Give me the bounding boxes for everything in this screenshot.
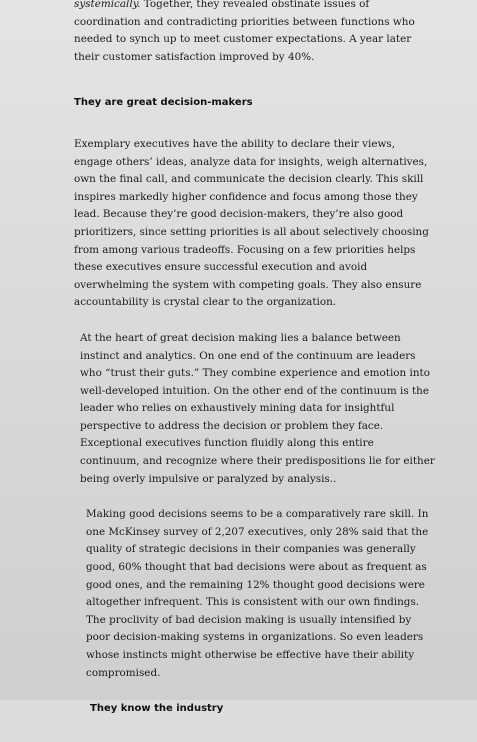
article-body: [74, 0, 436, 742]
intro-text: Together, they revealed obstinate issues of coordination and contradicting priorities between functions who needed to synch up to meet customer expectations. A year later their customer satisfaction improved by 40%.: [74, 0, 415, 63]
intro-italic-text: systemically.: [74, 0, 141, 10]
paragraph-mckinsey-survey: Making good decisions seems to be a comparatively rare skill. In one McKinsey survey of 2,207 executives, only 28% said that the quality of strategic decisions in their companies was generally good, 60% thought that bad decisions were about as frequent as good ones, and the remaining 12% thought good decisions were altogether infrequent. This is consistent with our own findings. The proclivity of bad decision making is usually intensified by poor decision-making systems in organizations. So even leaders whose instincts might otherwise be effective have their ability compromised.: [86, 508, 429, 679]
paragraph-decision-skill: Exemplary executives have the ability to declare their views, engage others’ ideas, analyze data for insights, weigh alternatives, own the final call, and communicate the decision clearly. This skill inspires markedly higher confidence and focus among those they lead. Because they’re good decision-makers, they’re also good prioritizers, since setting priorities is all about selectively choosing from among various tradeoffs. Focusing on a few priorities helps these executives ensure successful execution and avoid overwhelming the system with competing goals. They also ensure accountability is crystal clear to the organization.: [74, 137, 429, 309]
section-heading-decision-makers: They are great decision-makers: [74, 97, 253, 109]
intro-paragraph: [74, 0, 436, 66]
paragraph-instinct-analytics: At the heart of great decision making lies a balance between instinct and analytics. On one end of the continuum are leaders who “trust their guts.” They combine experience and emotion into well-developed intuition. On the other end of the continuum is the leader who relies on exhaustively mining data for insightful perspective to address the decision or problem they face. Exceptional executives function fluidly along this entire continuum, and recognize where their predispositions lie for either being overly impulsive or paralyzed by analysis..: [80, 331, 435, 485]
section-heading-industry: They know the industry: [90, 703, 224, 715]
